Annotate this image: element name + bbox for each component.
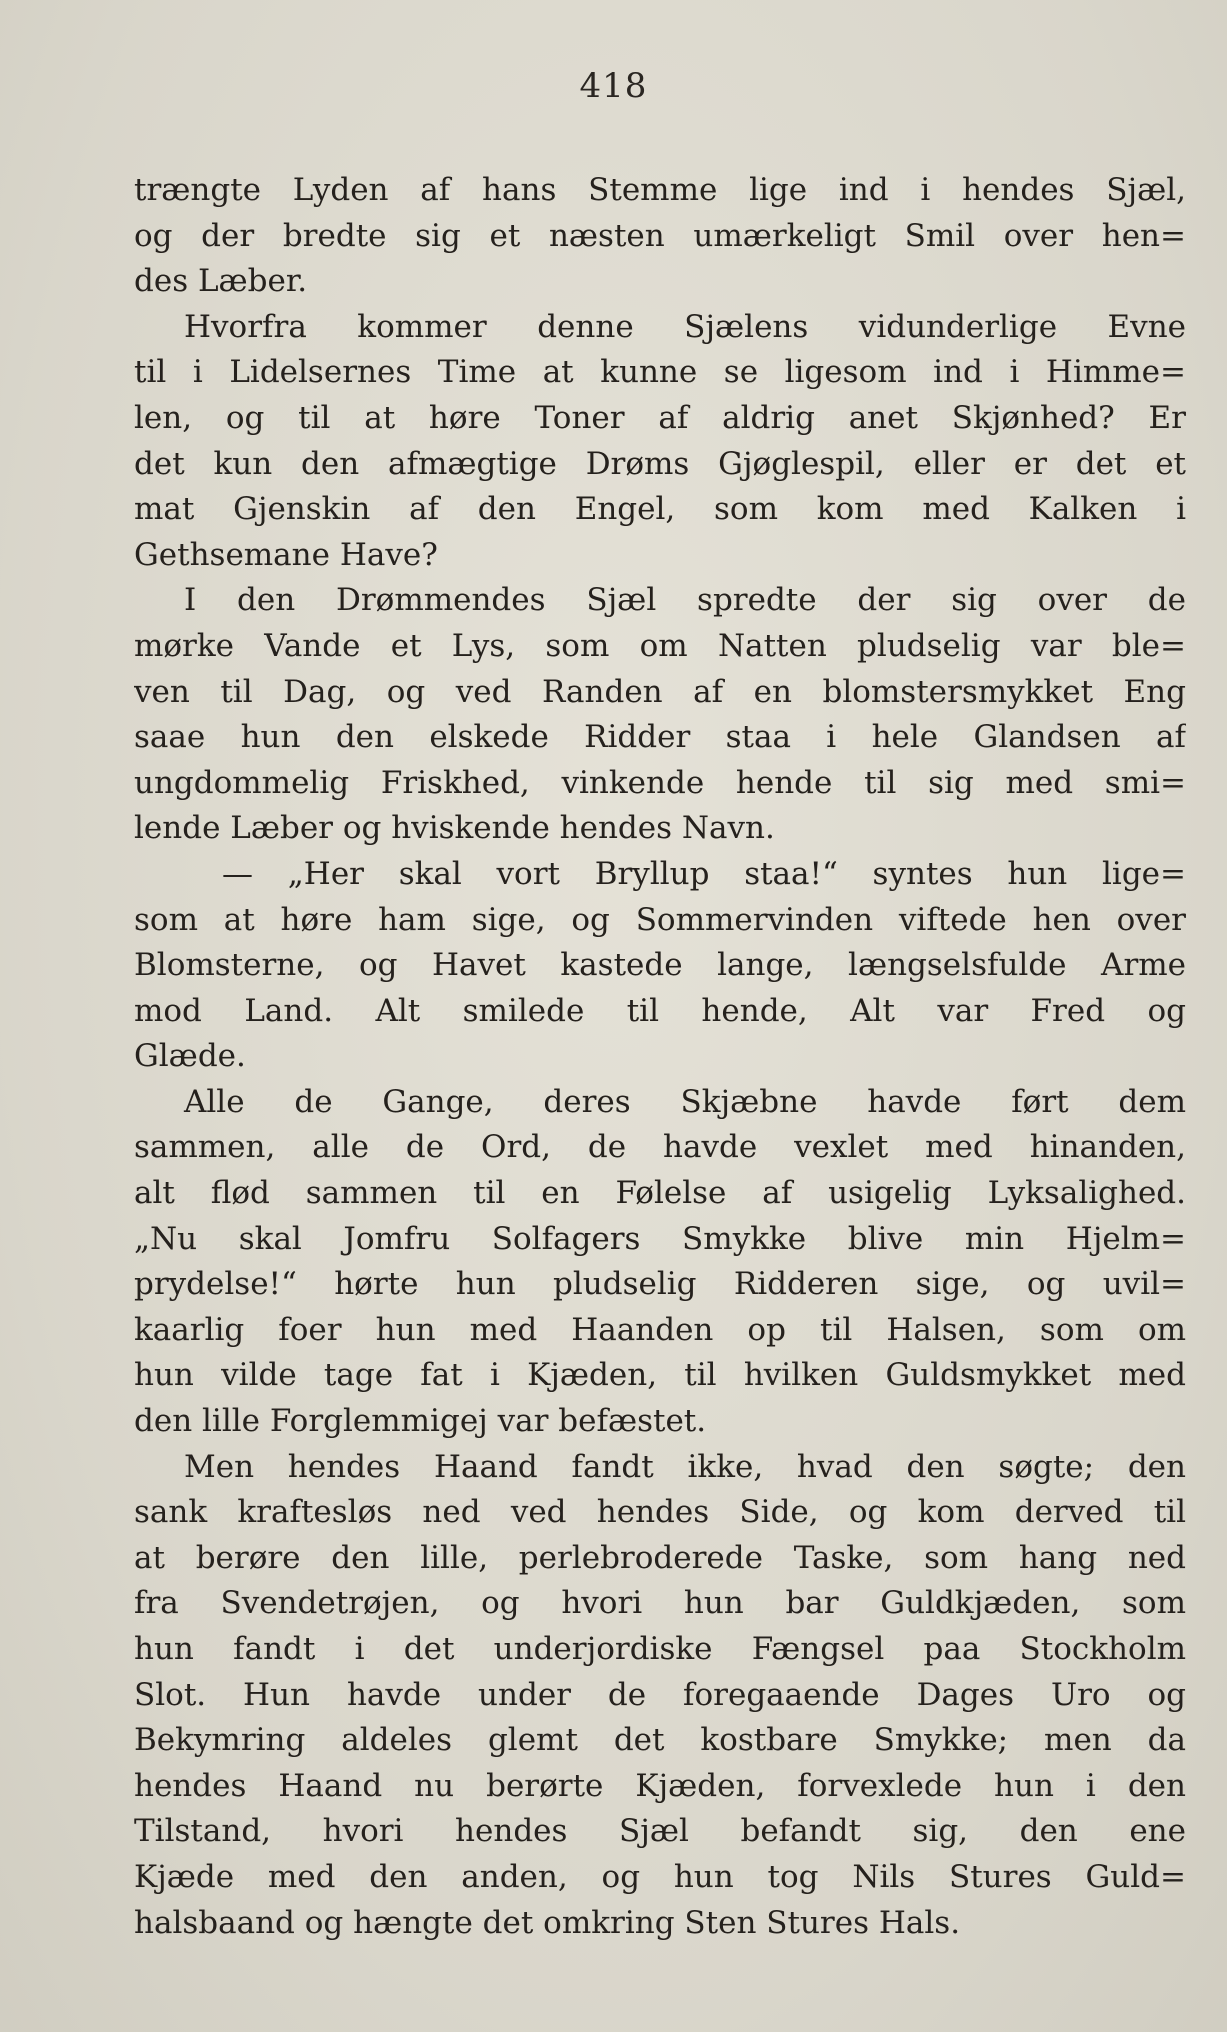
text-line: trængte Lyden af hans Stemme lige ind i hendes Sjæl, xyxy=(134,172,1186,208)
text-line: det kun den afmægtige Drøms Gjøglespil, eller er det et xyxy=(134,445,1186,482)
text-line: den lille Forglemmigej var befæstet. xyxy=(134,1403,707,1440)
text-line: Gethsemane Have? xyxy=(134,536,438,573)
text-line: til i Lidelsernes Time at kunne se ligesom ind i Himme= xyxy=(134,354,1186,391)
text-line: „Nu skal Jomfru Solfagers Smykke blive min Hjelm= xyxy=(134,1220,1186,1257)
text-line: prydelse!“ hørte hun pludselig Ridderen sige, og uvil= xyxy=(134,1266,1186,1303)
text-line: I den Drømmendes Sjæl spredte der sig over de xyxy=(184,582,1186,619)
text-line: Blomsterne, og Havet kastede lange, længselsfulde Arme xyxy=(134,947,1186,984)
text-line: mørke Vande et Lys, som om Natten pludselig var ble= xyxy=(134,627,1186,664)
text-line: sank kraftesløs ned ved hendes Side, og kom derved til xyxy=(134,1494,1186,1531)
text-line: som at høre ham sige, og Sommervinden viftede hen over xyxy=(134,901,1186,938)
text-line: hun fandt i det underjordiske Fængsel paa Stockholm xyxy=(134,1631,1186,1667)
text-line: fra Svendetrøjen, og hvori hun bar Guldkjæden, som xyxy=(134,1585,1186,1622)
text-line: des Læber. xyxy=(134,263,308,300)
text-line: len, og til at høre Toner af aldrig anet Skjønhed? Er xyxy=(134,399,1186,436)
text-line: og der bredte sig et næsten umærkeligt Smil over hen= xyxy=(134,217,1186,254)
text-line: ungdommelig Friskhed, vinkende hende til sig med smi= xyxy=(134,764,1186,801)
body-text xyxy=(134,168,1186,1946)
text-line: lende Læber og hviskende hendes Navn. xyxy=(134,810,775,847)
text-line: ven til Dag, og ved Randen af en blomstersmykket Eng xyxy=(134,673,1186,710)
text-line: sammen, alle de Ord, de havde vexlet med hinanden, xyxy=(134,1129,1186,1166)
text-line: Hvorfra kommer denne Sjælens vidunderlige Evne xyxy=(184,308,1186,345)
text-line: mod Land. Alt smilede til hende, Alt var Fred og xyxy=(134,992,1186,1029)
page-number: 418 xyxy=(579,66,648,106)
text-line: halsbaand og hængte det omkring Sten Stures Hals. xyxy=(134,1904,961,1941)
text-line: mat Gjenskin af den Engel, som kom med Kalken i xyxy=(134,491,1186,528)
text-line: Kjæde med den anden, og hun tog Nils Stures Guld= xyxy=(134,1858,1186,1895)
text-line: kaarlig foer hun med Haanden op til Halsen, som om xyxy=(134,1311,1186,1348)
text-line: Glæde. xyxy=(134,1038,246,1075)
text-line: Slot. Hun havde under de foregaaende Dages Uro og xyxy=(134,1676,1186,1713)
text-line: hendes Haand nu berørte Kjæden, forvexlede hun i den xyxy=(134,1767,1186,1804)
text-line: hun vilde tage fat i Kjæden, til hvilken Guldsmykket med xyxy=(134,1357,1186,1394)
text-line: at berøre den lille, perlebroderede Taske, som hang ned xyxy=(134,1539,1186,1576)
text-line: Tilstand, hvori hendes Sjæl befandt sig, den ene xyxy=(134,1813,1186,1850)
text-line: saae hun den elskede Ridder staa i hele Glandsen af xyxy=(134,719,1186,756)
text-line: Bekymring aldeles glemt det kostbare Smykke; men da xyxy=(134,1722,1186,1759)
text-line: alt flød sammen til en Følelse af usigelig Lyksalighed. xyxy=(134,1175,1186,1212)
text-line: — „Her skal vort Bryllup staa!“ syntes hun lige= xyxy=(222,855,1186,892)
text-line: Men hendes Haand fandt ikke, hvad den søgte; den xyxy=(184,1448,1186,1485)
text-line: Alle de Gange, deres Skjæbne havde ført dem xyxy=(184,1083,1186,1120)
